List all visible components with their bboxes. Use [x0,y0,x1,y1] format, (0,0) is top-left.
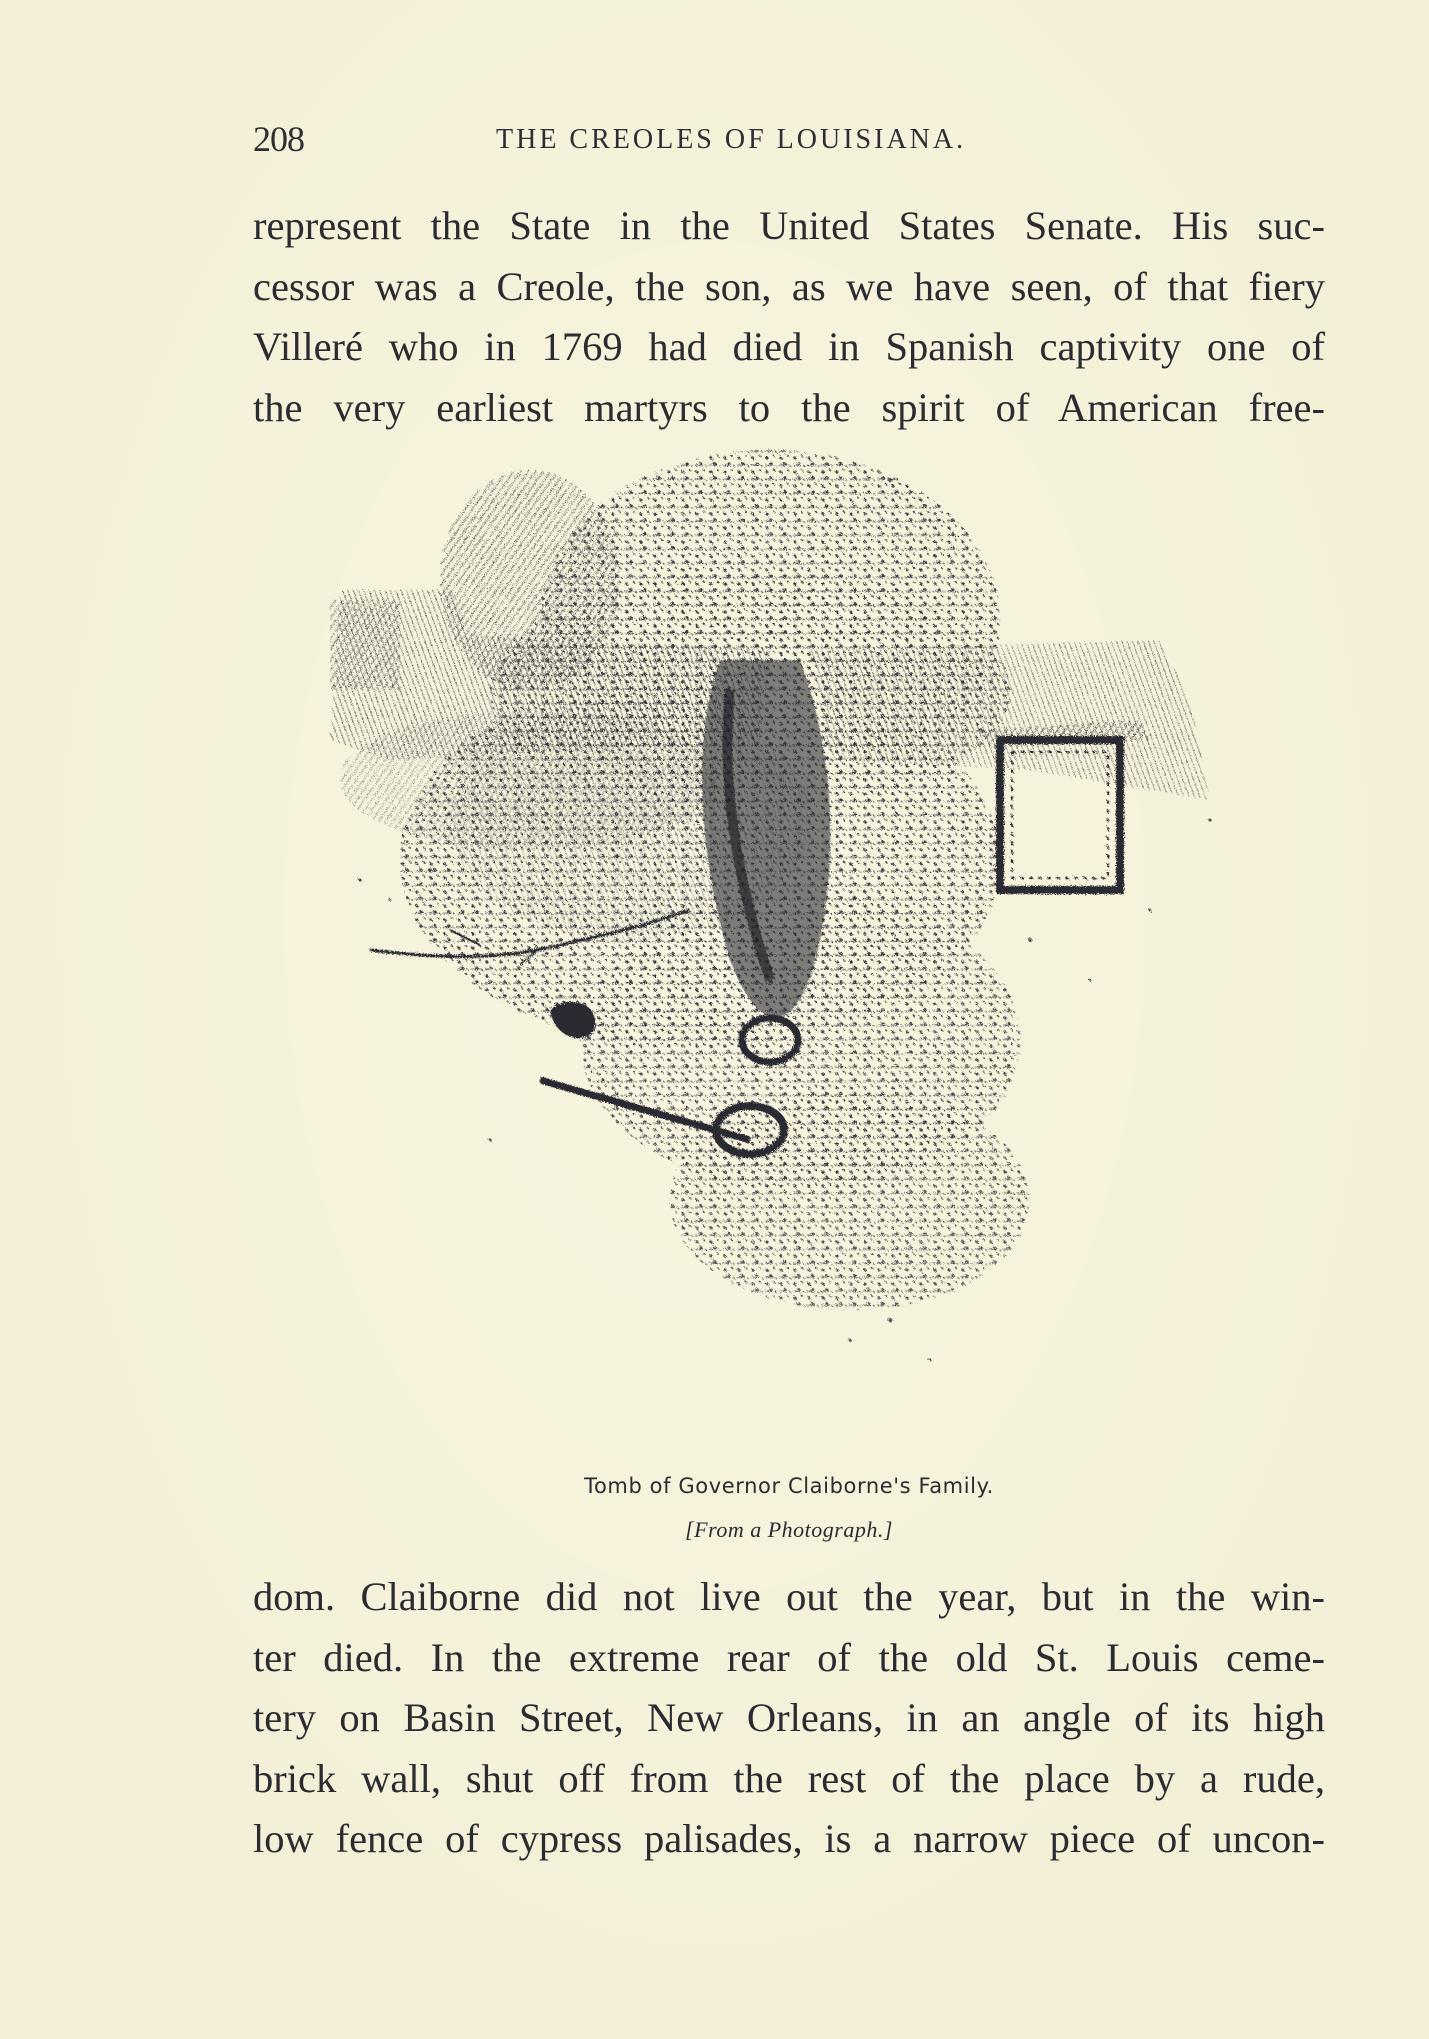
page-number: 208 [253,119,304,159]
figure-source-note: [From a Photograph.] [685,1517,893,1542]
running-head [253,118,1325,168]
text-line: low fence of cypress palisades, is a narrow piece of uncon- [253,1816,1325,1861]
running-title: THE CREOLES OF LOUISIANA. [496,124,967,155]
engraving-tomb-illustration [330,440,1250,1460]
text-line: represent the State in the United States Senate. His suc- [253,203,1325,248]
text-line: brick wall, shut off from the rest of the place by a rude, [253,1755,1325,1801]
text-line: ter died. In the extreme rear of the old St. Louis ceme- [253,1634,1325,1680]
text-line: cessor was a Creole, the son, as we have seen, of that fiery [253,263,1325,309]
figure-caption: Tomb of Governor Claiborne's Family. [584,1474,994,1498]
text-line: Villeré who in 1769 had died in Spanish captivity one of [253,324,1325,369]
text-line: tery on Basin Street, New Orleans, in an angle of its high [253,1695,1325,1740]
text-line: dom. Claiborne did not live out the year, but in the win- [253,1574,1325,1619]
body-text-bottom [253,1567,1325,1870]
text-line: the very earliest martyrs to the spirit of American free- [253,384,1325,430]
body-text-top [253,196,1325,438]
